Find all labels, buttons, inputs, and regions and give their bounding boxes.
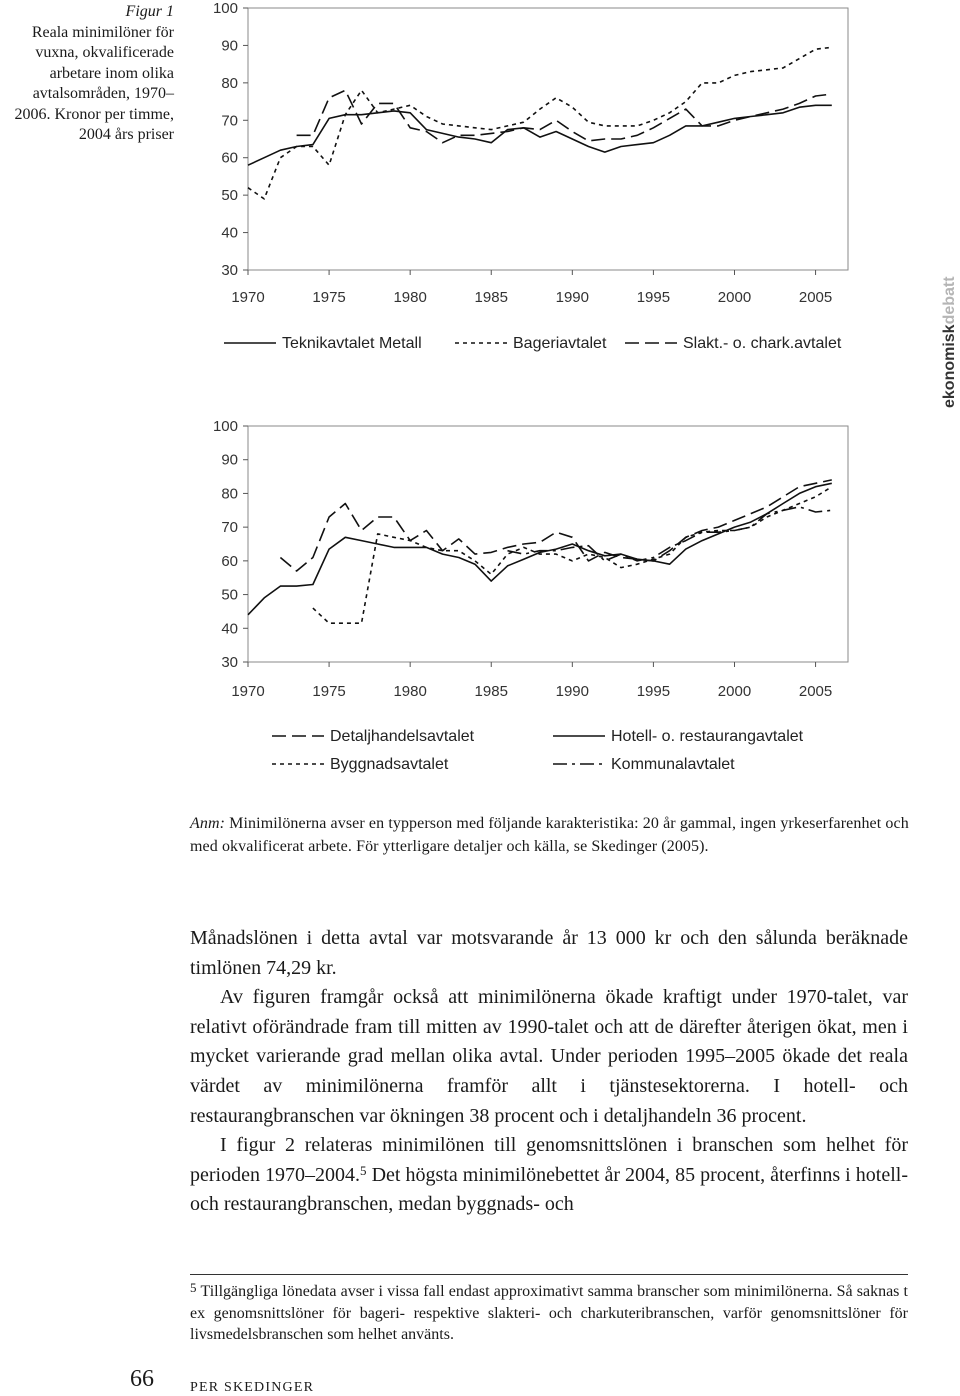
x-tick-label: 1970 <box>231 289 265 306</box>
y-tick-label: 50 <box>221 586 238 604</box>
y-tick-label: 80 <box>221 485 238 503</box>
y-tick-label: 80 <box>221 74 238 92</box>
footnote <box>190 1281 908 1346</box>
figure-note <box>190 812 910 858</box>
legend-label: Detaljhandelsavtalet <box>330 728 475 745</box>
figure-number: Figur 1 <box>125 3 174 20</box>
paragraph-3-part-b: Det högsta minimilönebettet år 2004, 85 procent, återfinns i hotell- och restaurangbranschen, medan byggnads- och <box>190 1163 908 1216</box>
y-tick-label: 30 <box>221 262 238 279</box>
x-tick-label: 1975 <box>312 683 346 700</box>
note-text: Minimilönerna avser en typperson med följande karakteristika: 20 år gammal, ingen yrkeserfarenhet och med okvalificerat arbete. För ytterligare detaljer och källa, se Skedinger (2005). <box>190 815 909 855</box>
y-tick-label: 90 <box>221 451 238 469</box>
legend-label: Byggnadsavtalet <box>330 756 449 773</box>
series-line <box>248 47 832 199</box>
footnote-text: Tillgängliga lönedata avser i vissa fall endast approximativt samma branscher som minimilönerna. Så saknas t ex genomsnittslöner för bageri- respektive slakteri- och charkuteribranschen, varför genomsnittslöner för livsmedelsbranschen som helhet använts. <box>190 1283 908 1343</box>
x-tick-label: 2000 <box>717 289 752 306</box>
y-tick-label: 40 <box>221 620 238 638</box>
legend-label: Kommunalavtalet <box>611 756 735 773</box>
body-text <box>190 924 908 1220</box>
brand-part-2: debatt <box>941 276 958 325</box>
brand-part-1: ekonomisk <box>941 324 958 408</box>
x-tick-label: 1985 <box>474 683 508 700</box>
y-tick-label: 100 <box>212 418 238 435</box>
paragraph-1: Månadslönen i detta avtal var motsvarande år 13 000 kr och den sålunda beräknade timlönen 74,29 kr. <box>190 927 908 979</box>
chart-2 <box>0 400 960 790</box>
x-tick-label: 1980 <box>393 683 427 700</box>
series-line <box>280 480 831 571</box>
y-tick-label: 60 <box>221 149 238 167</box>
footnote-rule <box>190 1274 908 1275</box>
y-tick-label: 100 <box>212 0 238 17</box>
series-line <box>248 105 832 165</box>
x-tick-label: 1980 <box>393 289 427 306</box>
plot-frame <box>248 426 848 662</box>
y-tick-label: 60 <box>221 552 238 570</box>
x-tick-label: 1990 <box>555 289 590 306</box>
footnote-number: 5 <box>190 1280 197 1295</box>
x-tick-label: 1970 <box>231 683 265 700</box>
y-tick-label: 50 <box>221 187 238 205</box>
x-tick-label: 1995 <box>636 683 671 700</box>
paragraph-3-part-a: I figur 2 relateras minimilönen till genomsnittslönen i branschen som helhet för perioden 1970–2004. <box>190 1134 908 1186</box>
footnote-ref[interactable]: 5 <box>360 1162 367 1178</box>
x-tick-label: 2005 <box>798 683 833 700</box>
x-tick-label: 1990 <box>555 683 590 700</box>
x-tick-label: 1995 <box>636 289 671 306</box>
note-label: Anm: <box>190 815 226 832</box>
x-tick-label: 1975 <box>312 289 346 306</box>
x-tick-label: 1985 <box>474 289 508 306</box>
paragraph-2: Av figuren framgår också att minimilönerna ökade kraftigt under 1970-talet, var relativt oförändrade fram till mitten av 1990-talet och att de därefter återigen ökat, men i mycket varierande grad mellan olika avtal. Under perioden 1995–2005 ökade det reala värdet av minimilönerna framför allt i tjänstesektorerna. I hotell- och restaurangbranschen var ökningen 38 procent och i detaljhandeln 36 procent. <box>190 986 908 1127</box>
x-tick-label: 2000 <box>717 683 752 700</box>
y-tick-label: 30 <box>221 654 238 671</box>
legend-label: Hotell- o. restaurangavtalet <box>611 728 804 745</box>
running-footer-author: PER SKEDINGER <box>190 1380 315 1395</box>
paragraph-3 <box>190 1131 908 1220</box>
series-line <box>248 483 832 615</box>
y-tick-label: 70 <box>221 112 238 130</box>
series-line <box>508 507 832 561</box>
series-line <box>313 487 832 624</box>
legend-label: Teknikavtalet Metall <box>282 335 422 352</box>
y-tick-label: 40 <box>221 224 238 242</box>
x-tick-label: 2005 <box>798 289 833 306</box>
chart-1 <box>0 0 960 380</box>
y-tick-label: 70 <box>221 519 238 537</box>
legend-label: Bageriavtalet <box>513 335 607 352</box>
y-tick-label: 90 <box>221 37 238 55</box>
page-number: 66 <box>130 1366 154 1392</box>
figure-caption-text: Reala minimilöner för vuxna, okvalificerade arbetare inom olika avtalsområden, 1970–2006. Kronor per timme, 2004 års priser <box>14 23 174 143</box>
legend-label: Slakt.- o. chark.avtalet <box>683 335 842 352</box>
